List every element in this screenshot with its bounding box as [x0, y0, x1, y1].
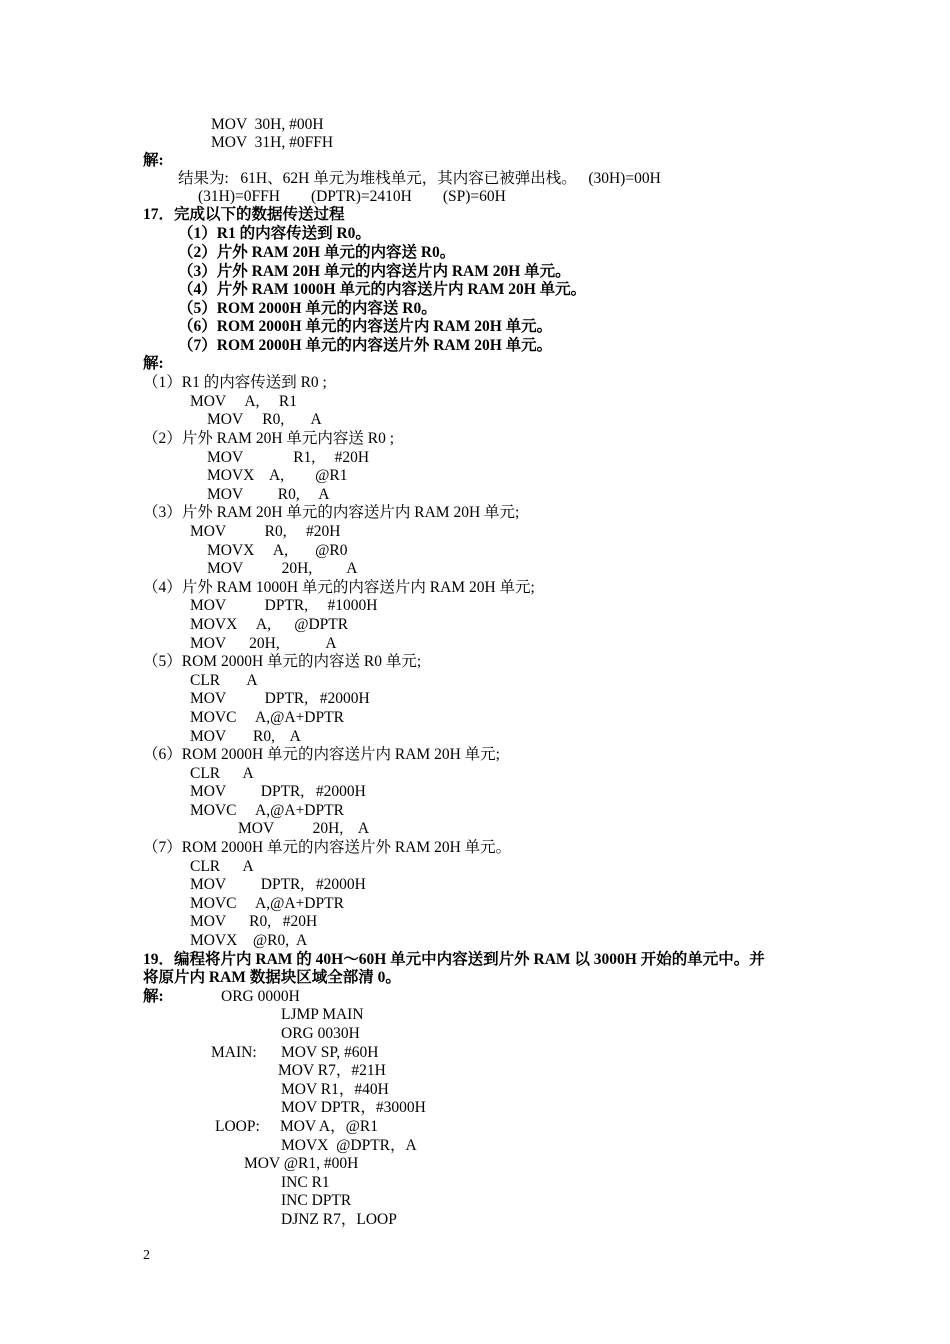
text-line: MOV 20H, A — [207, 560, 358, 577]
text-line: MOV R7，#21H — [278, 1062, 386, 1079]
text-line: MOV A, R1 — [190, 393, 297, 410]
text-line: （4）片外 RAM 1000H 单元的内容送片内 RAM 20H 单元; — [143, 579, 535, 596]
text-line: （6）ROM 2000H 单元的内容送片内 RAM 20H 单元; — [143, 746, 500, 763]
text-line: LOOP: — [215, 1118, 260, 1135]
text-line: (31H)=0FFH (DPTR)=2410H (SP)=60H — [198, 188, 506, 205]
text-line: MOV R1, #20H — [207, 449, 370, 466]
text-line: （5）ROM 2000H 单元的内容送 R0。 — [178, 300, 437, 317]
text-line: MOVC A,@A+DPTR — [190, 895, 344, 912]
text-line: MOVX A, @R1 — [207, 467, 348, 484]
text-line: INC R1 — [281, 1174, 330, 1191]
text-line: CLR A — [190, 765, 254, 782]
text-line: （4）片外 RAM 1000H 单元的内容送片内 RAM 20H 单元。 — [178, 281, 587, 298]
text-line: MOV R0, #20H — [190, 913, 318, 930]
text-line: MOVX A, @DPTR — [190, 616, 349, 633]
text-line: MOV R0, A — [207, 486, 330, 503]
text-line: CLR A — [190, 672, 258, 689]
text-line: MOVX @R0, A — [190, 932, 308, 949]
text-line: CLR A — [190, 858, 254, 875]
text-line: MOV 20H, A — [190, 635, 337, 652]
text-line: MOV @R1, #00H — [244, 1155, 359, 1172]
text-line: （1）R1 的内容传送到 R0。 — [178, 225, 371, 242]
text-line: （2）片外 RAM 20H 单元的内容送 R0。 — [178, 244, 456, 261]
text-line: 解: — [143, 355, 164, 372]
text-line: 解: — [143, 152, 164, 169]
text-line: （3）片外 RAM 20H 单元的内容送片内 RAM 20H 单元; — [143, 504, 520, 521]
text-line: DJNZ R7，LOOP — [281, 1211, 397, 1228]
text-line: 将原片内 RAM 数据块区域全部清 0。 — [143, 969, 401, 986]
text-line: INC DPTR — [281, 1192, 352, 1209]
text-line: MOV R1，#40H — [281, 1081, 389, 1098]
text-line: MOV R0, #20H — [190, 523, 341, 540]
text-line: （1）R1 的内容传送到 R0 ; — [143, 374, 327, 391]
text-line: MOV DPTR, #1000H — [190, 597, 378, 614]
text-line: MOV 20H, A — [238, 820, 370, 837]
text-line: MAIN: — [211, 1044, 257, 1061]
text-line: MOV R0, A — [207, 411, 322, 428]
text-line: ORG 0030H — [281, 1025, 360, 1042]
text-line: LJMP MAIN — [281, 1006, 364, 1023]
text-line: MOV DPTR，#3000H — [281, 1099, 426, 1116]
text-line: MOV DPTR, #2000H — [190, 783, 366, 800]
text-line: MOVX A, @R0 — [207, 542, 348, 559]
text-line: MOV 30H, #00H — [211, 116, 324, 133]
text-line: 17．完成以下的数据传送过程 — [143, 206, 345, 223]
text-line: MOV SP, #60H — [281, 1044, 379, 1061]
text-line: （7）ROM 2000H 单元的内容送片外 RAM 20H 单元。 — [178, 337, 553, 354]
text-line: （3）片外 RAM 20H 单元的内容送片内 RAM 20H 单元。 — [178, 263, 571, 280]
text-line: MOV DPTR, #2000H — [190, 690, 370, 707]
text-line: MOVC A,@A+DPTR — [190, 802, 344, 819]
text-line: MOVX @DPTR，A — [281, 1137, 417, 1154]
text-line: （5）ROM 2000H 单元的内容送 R0 单元; — [143, 653, 422, 670]
text-line: MOV R0, A — [190, 728, 301, 745]
text-line: MOV 31H, #0FFH — [211, 134, 334, 151]
text-line: MOV DPTR, #2000H — [190, 876, 366, 893]
text-line: ORG 0000H — [221, 988, 300, 1005]
text-line: （7）ROM 2000H 单元的内容送片外 RAM 20H 单元。 — [143, 839, 512, 856]
text-line: 19．编程将片内 RAM 的 40H～60H 单元中内容送到片外 RAM 以 3000H 开始的单元中。并 — [143, 951, 765, 968]
text-line: MOVC A,@A+DPTR — [190, 709, 344, 726]
text-line: （6）ROM 2000H 单元的内容送片内 RAM 20H 单元。 — [178, 318, 553, 335]
text-line: （2）片外 RAM 20H 单元内容送 R0 ; — [143, 430, 395, 447]
text-line: 结果为: 61H、62H 单元为堆栈单元，其内容已被弹出栈。 (30H)=00H — [178, 170, 661, 187]
text-line: 解: — [143, 988, 164, 1005]
page-number: 2 — [143, 1248, 150, 1263]
text-line: MOV A，@R1 — [280, 1118, 378, 1135]
